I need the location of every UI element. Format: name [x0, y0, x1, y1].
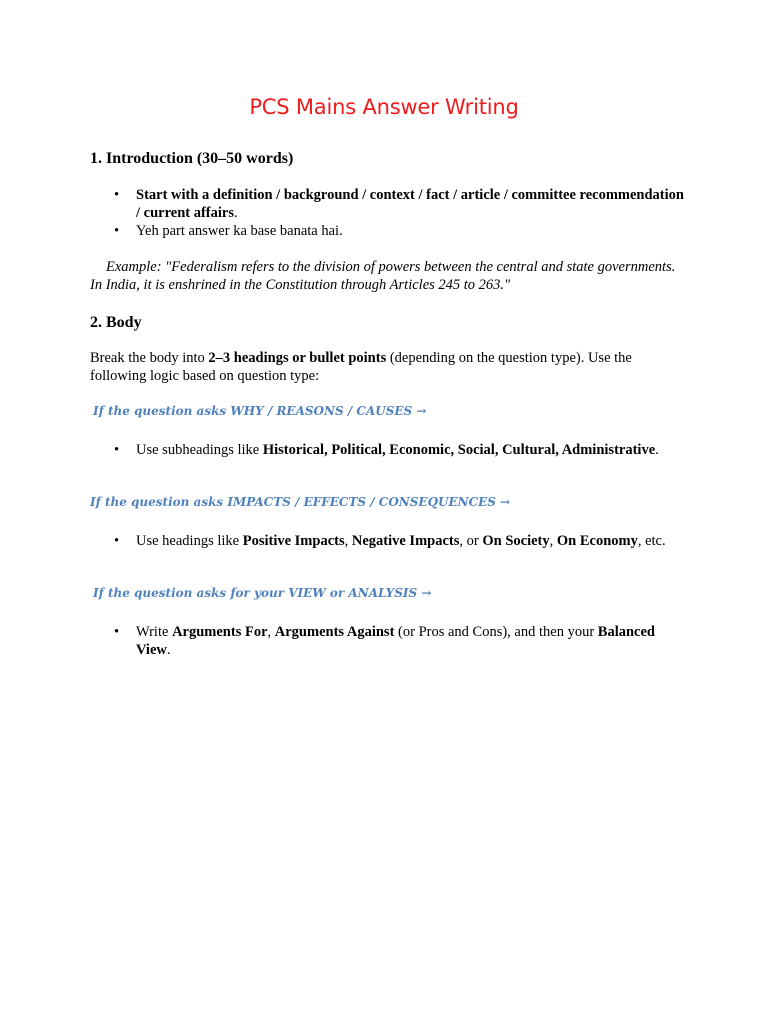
bullet-icon: •	[114, 442, 120, 458]
view-bullet-tail: .	[166, 642, 171, 658]
why-bullet-pre: Use subheadings like	[136, 442, 263, 458]
impacts-sep-3: ,	[549, 533, 557, 549]
bullet-icon: •	[114, 187, 120, 203]
view-bullet-list	[90, 623, 690, 659]
view-sep-2: (or Pros and Cons), and then your	[394, 624, 598, 640]
list-item	[90, 441, 690, 459]
question-type-heading-view: If the question asks for your VIEW or ANALYSIS →	[93, 586, 432, 600]
intro-bullet-text: Yeh part answer ka base banata hai.	[136, 223, 343, 239]
view-bullet-pre: Write	[136, 624, 173, 640]
body-intro-paragraph	[90, 349, 690, 385]
impacts-bullet-tail: , etc.	[637, 533, 666, 549]
why-bullet-bold: Historical, Political, Economic, Social, Cultural, Administrative	[262, 442, 656, 458]
section-heading-body: 2. Body	[90, 314, 142, 331]
document-title: PCS Mains Answer Writing	[249, 95, 519, 119]
bullet-icon: •	[114, 624, 120, 640]
list-item	[90, 222, 690, 240]
impacts-sep-2: , or	[459, 533, 483, 549]
question-type-heading-impacts: If the question asks IMPACTS / EFFECTS / CONSEQUENCES →	[90, 495, 511, 509]
intro-bullet-tail: .	[233, 205, 238, 221]
view-bold-for: Arguments For	[172, 624, 268, 640]
list-item	[90, 532, 690, 550]
intro-bullet-bold-text: Start with a definition / background / context / fact / article / committee recommendation / current affairs	[136, 187, 684, 221]
impacts-bullet-list	[90, 532, 690, 550]
introduction-example: Example: "Federalism refers to the division of powers between the central and state governments. In India, it is enshrined in the Constitution through Articles 245 to 263."	[90, 259, 676, 293]
impacts-bold-economy: On Economy	[556, 533, 638, 549]
why-bullet-list	[90, 441, 690, 459]
section-heading-introduction: 1. Introduction (30–50 words)	[90, 150, 294, 167]
bullet-icon: •	[114, 223, 120, 239]
body-intro-post: (depending on the question type). Use the following logic based on question type:	[90, 350, 632, 384]
impacts-bold-positive: Positive Impacts	[242, 533, 345, 549]
body-intro-bold: 2–3 headings or bullet points	[208, 350, 387, 366]
impacts-bullet-pre: Use headings like	[136, 533, 243, 549]
introduction-bullet-list	[90, 186, 690, 240]
body-intro-pre: Break the body into	[90, 350, 209, 366]
list-item	[90, 186, 690, 222]
why-bullet-tail: .	[655, 442, 659, 458]
impacts-bold-negative: Negative Impacts	[351, 533, 460, 549]
impacts-bold-society: On Society	[482, 533, 550, 549]
view-sep-1: ,	[267, 624, 275, 640]
impacts-sep-1: ,	[344, 533, 352, 549]
question-type-heading-why: If the question asks WHY / REASONS / CAUSES →	[93, 404, 427, 418]
bullet-icon: •	[114, 533, 120, 549]
view-bold-balanced: Balanced View	[136, 624, 655, 658]
list-item	[90, 623, 690, 659]
view-bold-against: Arguments Against	[274, 624, 395, 640]
